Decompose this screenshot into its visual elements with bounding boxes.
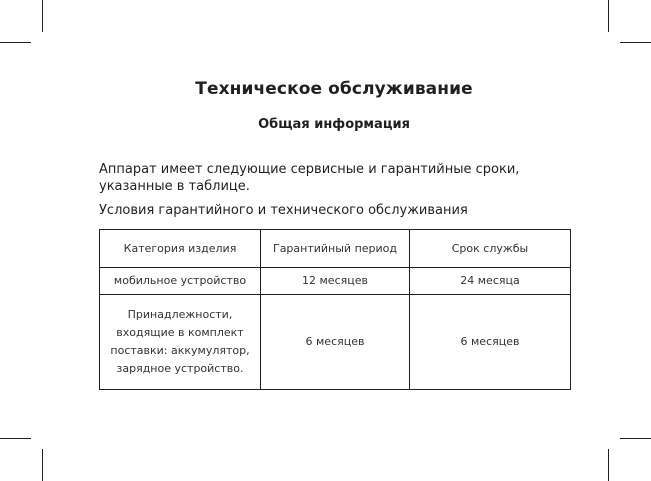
section-subtitle: Общая информация (258, 117, 410, 132)
cell-warranty-period: 12 месяцев (261, 268, 410, 295)
header-service-life: Срок службы (410, 230, 571, 268)
intro-paragraph: Аппарат имеет следующие сервисные и гарантийные сроки, указанные в таблице. (99, 162, 520, 194)
cell-category: мобильное устройство (100, 268, 261, 295)
crop-mark-bottom-right (608, 449, 609, 481)
crop-mark-left-bottom (0, 438, 31, 439)
crop-mark-right-top (620, 42, 651, 43)
crop-mark-top-right (608, 0, 609, 32)
crop-mark-left-top (0, 42, 31, 43)
cell-category: Принадлежности, входящие в комплект поставки: аккумулятор, зарядное устройство. (100, 295, 261, 390)
crop-mark-bottom-left (42, 449, 43, 481)
table-row (100, 295, 571, 390)
service-terms-table (99, 229, 571, 390)
header-category: Категория изделия (100, 230, 261, 268)
header-warranty-period: Гарантийный период (261, 230, 410, 268)
cell-service-life: 24 месяца (410, 268, 571, 295)
cell-warranty-period: 6 месяцев (261, 295, 410, 390)
table-header-row (100, 230, 571, 268)
table-row (100, 268, 571, 295)
crop-mark-top-left (42, 0, 43, 32)
cell-service-life: 6 месяцев (410, 295, 571, 390)
table-caption: Условия гарантийного и технического обслуживания (99, 203, 468, 218)
page-title: Техническое обслуживание (195, 79, 473, 99)
crop-mark-right-bottom (620, 438, 651, 439)
